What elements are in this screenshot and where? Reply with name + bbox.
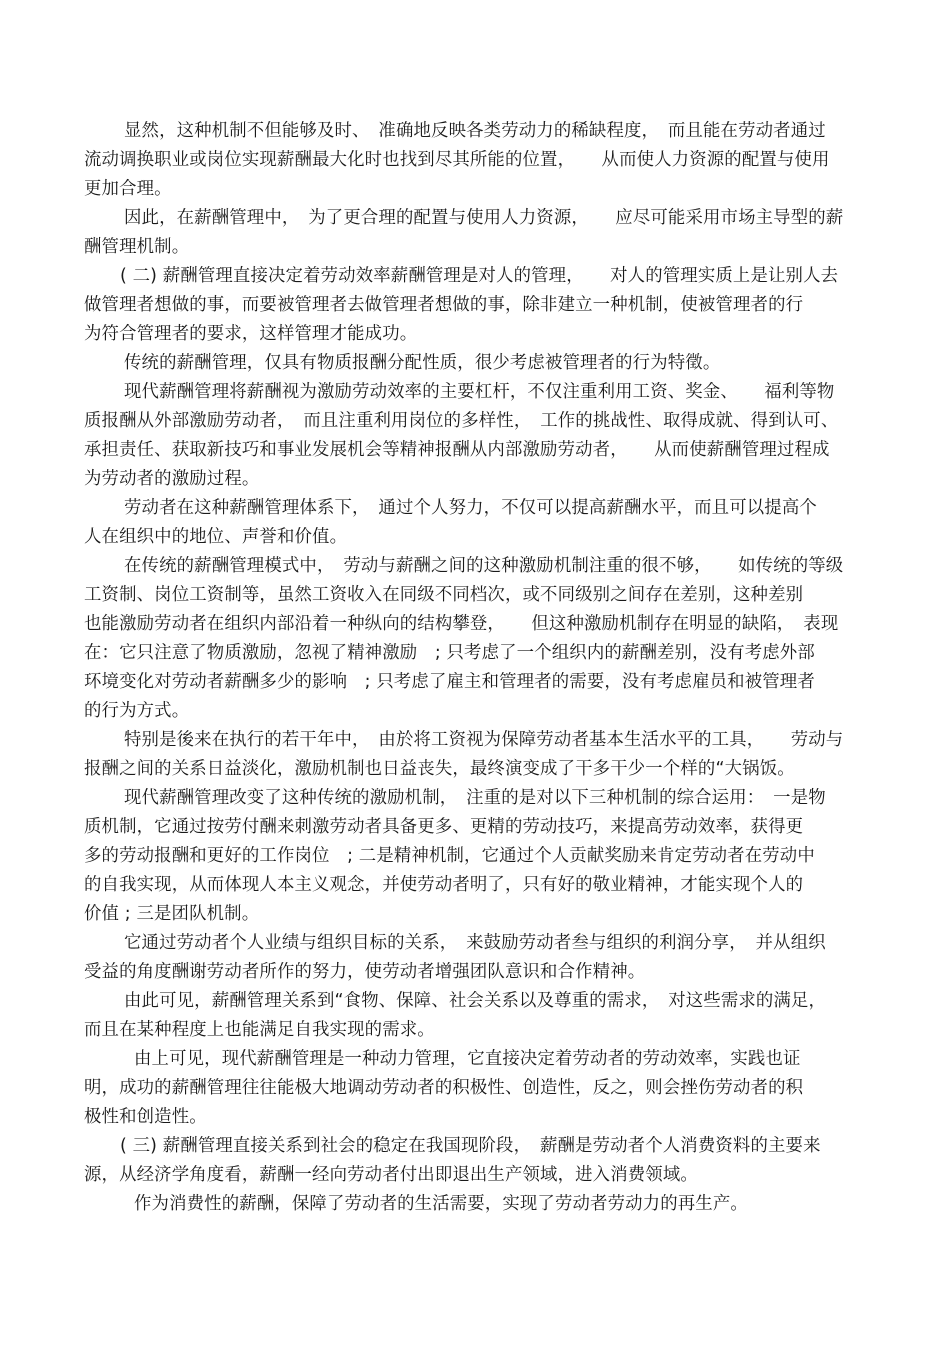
text-line: 而且在某种程度上也能满足自我实现的需求。 (84, 1020, 435, 1040)
text-line: 的自我实现，从而体现人本主义观念，并使劳动者明了，只有好的敬业精神，才能实现个人的 (84, 875, 804, 895)
text-line: 多的劳动报酬和更好的工作岗位 ; 二是精神机制，它通过个人贡献奖励来肯定劳动者在劳动中 (84, 846, 815, 866)
text-line: 质机制，它通过按劳付酬来刺激劳动者具备更多、更精的劳动技巧，来提高劳动效率，获得更 (84, 817, 804, 837)
text-line: 人在组织中的地位、声誉和价值。 (84, 527, 348, 547)
text-line: 由此可见，薪酬管理关系到“食物、保障、社会关系以及尊重的需求， 对这些需求的满足， (124, 991, 827, 1011)
text-line: 为劳动者的激励过程。 (84, 469, 260, 489)
text-line: 源，从经济学角度看，薪酬一经向劳动者付出即退出生产领域，进入消费领域。 (84, 1165, 698, 1185)
text-line: 环境变化对劳动者薪酬多少的影响 ; 只考虑了雇主和管理者的需要，没有考虑雇员和被管理者 (84, 672, 815, 692)
text-line: 承担责任、获取新技巧和事业发展机会等精神报酬从内部激励劳动者， 从而使薪酬管理过程成 (84, 440, 830, 460)
text-line: 质报酬从外部激励劳动者， 而且注重利用岗位的多样性， 工作的挑战性、取得成就、得到认可、 (84, 411, 839, 431)
text-line: 也能激励劳动者在组织内部沿着一种纵向的结构攀登， 但这种激励机制存在明显的缺陷， 表现 (84, 614, 839, 634)
text-line: 酬管理机制。 (84, 237, 190, 257)
text-line: 在：它只注意了物质激励，忽视了精神激励 ; 只考虑了一个组织内的薪酬差别，没有考虑外部 (84, 643, 815, 663)
text-line: 为符合管理者的要求，这样管理才能成功。 (84, 324, 418, 344)
text-line: 现代薪酬管理改变了这种传统的激励机制， 注重的是对以下三种机制的综合运用： 一是物 (124, 788, 826, 808)
text-line: 价值 ; 三是团队机制。 (84, 904, 260, 924)
text-line: ( 二) 薪酬管理直接决定着劳动效率薪酬管理是对人的管理， 对人的管理实质上是让别人去 (120, 266, 839, 286)
text-line: 的行为方式。 (84, 701, 190, 721)
text-line: 流动调换职业或岗位实现薪酬最大化时也找到尽其所能的位置， 从而使人力资源的配置与使用 (84, 150, 830, 170)
text-line: 由上可见，现代薪酬管理是一种动力管理，它直接决定着劳动者的劳动效率，实践也证 (134, 1049, 801, 1069)
text-line: 劳动者在这种薪酬管理体系下， 通过个人努力，不仅可以提高薪酬水平，而且可以提高个 (124, 498, 817, 518)
text-line: 因此，在薪酬管理中， 为了更合理的配置与使用人力资源， 应尽可能采用市场主导型的薪 (124, 208, 844, 228)
text-line: 现代薪酬管理将薪酬视为激励劳动效率的主要杠杆，不仅注重利用工资、奖金、 福利等物 (124, 382, 835, 402)
text-line: 报酬之间的关系日益淡化，激励机制也日益丧失，最终演变成了干多干少一个样的“大锅饭。 (84, 759, 795, 779)
text-line: ( 三) 薪酬管理直接关系到社会的稳定在我国现阶段， 薪酬是劳动者个人消费资料的主要来 (120, 1136, 821, 1156)
text-line: 在传统的薪酬管理模式中， 劳动与薪酬之间的这种激励机制注重的很不够， 如传统的等级 (124, 556, 844, 576)
text-line: 工资制、岗位工资制等，虽然工资收入在同级不同档次，或不同级别之间存在差别，这种差别 (84, 585, 804, 605)
text-line: 作为消费性的薪酬，保障了劳动者的生活需要，实现了劳动者劳动力的再生产。 (134, 1194, 748, 1214)
text-line: 特别是後来在执行的若干年中， 由於将工资视为保障劳动者基本生活水平的工具， 劳动与 (124, 730, 844, 750)
text-line: 做管理者想做的事，而要被管理者去做管理者想做的事，除非建立一种机制，使被管理者的行 (84, 295, 804, 315)
text-line: 极性和创造性。 (84, 1107, 207, 1127)
text-line: 明，成功的薪酬管理往往能极大地调动劳动者的积极性、创造性，反之，则会挫伤劳动者的积 (84, 1078, 804, 1098)
text-line: 更加合理。 (84, 179, 172, 199)
text-line: 受益的角度酬谢劳动者所作的努力，使劳动者增强团队意识和合作精神。 (84, 962, 646, 982)
text-line: 显然，这种机制不但能够及时、 准确地反映各类劳动力的稀缺程度， 而且能在劳动者通过 (124, 121, 826, 141)
text-line: 传统的薪酬管理，仅具有物质报酬分配性质，很少考虑被管理者的行为特徵。 (124, 353, 721, 373)
text-line: 它通过劳动者个人业绩与组织目标的关系， 来鼓励劳动者叁与组织的利润分享， 并从组织 (124, 933, 826, 953)
